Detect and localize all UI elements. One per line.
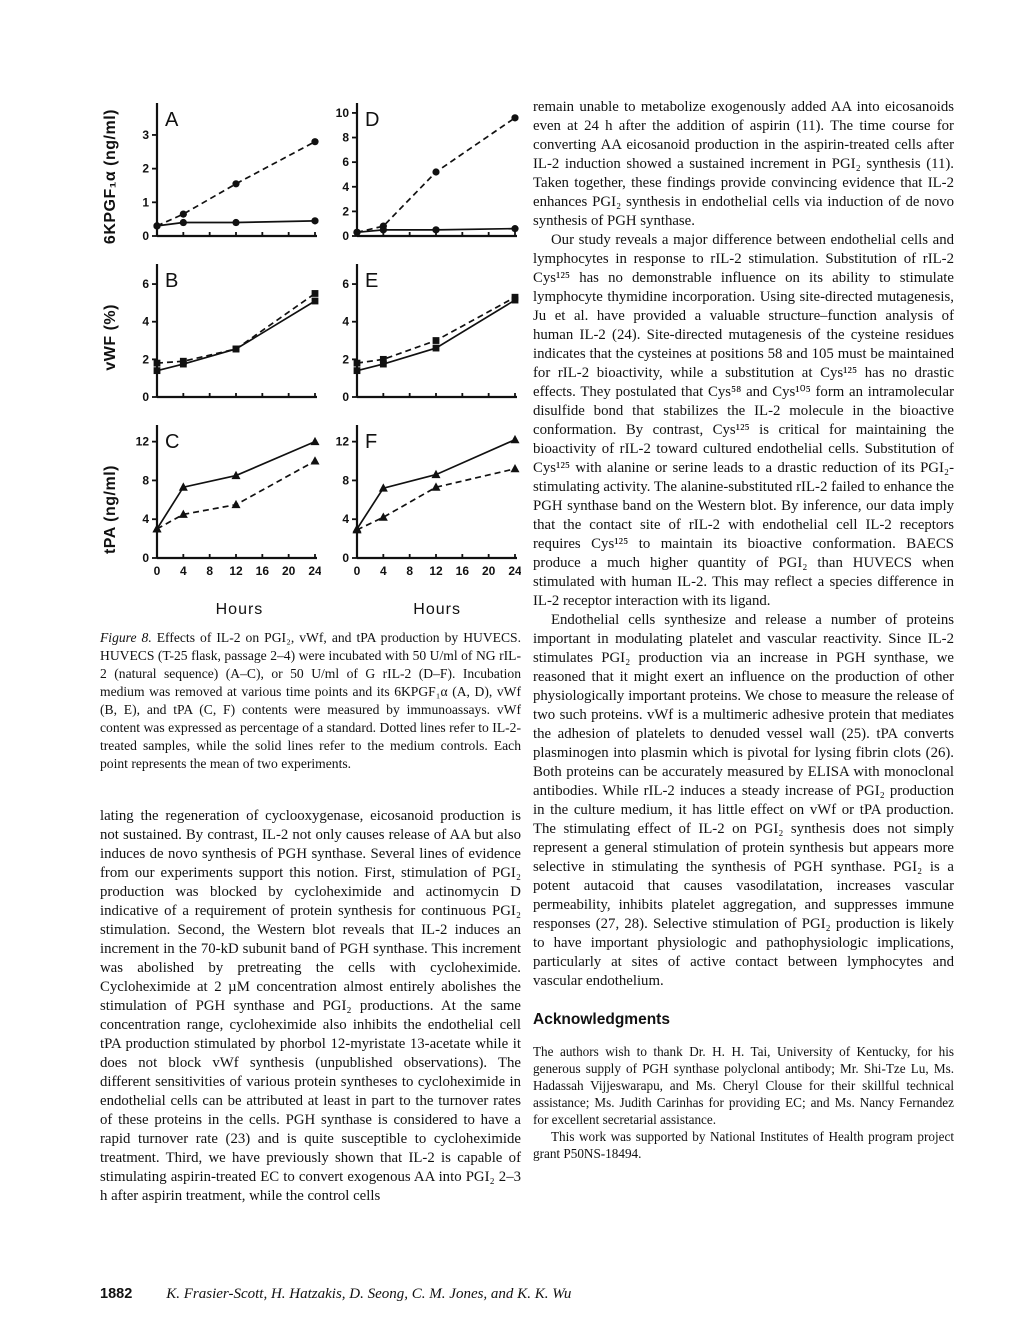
svg-text:4: 4 — [142, 512, 149, 527]
svg-text:1: 1 — [142, 195, 149, 210]
svg-text:4: 4 — [379, 564, 387, 578]
y-axis-label-text: vWF (%) — [101, 304, 119, 371]
x-axis-title-right: Hours — [413, 601, 461, 618]
acknowledgments-heading: Acknowledgments — [533, 1011, 670, 1028]
x-axis-titles — [100, 601, 521, 619]
page-footer — [100, 1286, 571, 1303]
chart-row-2 — [100, 259, 521, 416]
svg-text:20: 20 — [281, 564, 296, 578]
svg-text:4: 4 — [342, 314, 349, 329]
svg-text:4: 4 — [179, 564, 187, 578]
left-column — [100, 98, 521, 1206]
y-axis-label-6kpgf — [100, 98, 121, 255]
figure-8 — [100, 98, 521, 773]
svg-text:0: 0 — [142, 551, 149, 565]
panel-letter: E — [365, 270, 379, 292]
chart-row-3 — [100, 420, 521, 599]
svg-text:12: 12 — [135, 434, 149, 449]
svg-text:2: 2 — [142, 352, 149, 367]
panel-letter: C — [165, 431, 180, 453]
right-column — [533, 98, 954, 1162]
chart-panel-e — [321, 259, 521, 416]
svg-text:0: 0 — [153, 564, 161, 578]
svg-text:0: 0 — [142, 229, 149, 243]
svg-text:3: 3 — [142, 127, 149, 142]
svg-text:0: 0 — [342, 390, 349, 404]
svg-text:6: 6 — [342, 277, 349, 292]
svg-text:6: 6 — [342, 155, 349, 170]
svg-text:24: 24 — [508, 564, 521, 578]
svg-text:8: 8 — [342, 473, 349, 488]
svg-text:2: 2 — [342, 204, 349, 219]
svg-text:4: 4 — [342, 179, 349, 194]
svg-text:16: 16 — [455, 564, 470, 578]
running-authors: K. Frasier-Scott, H. Hatzakis, D. Seong, C. M. Jones, and K. K. Wu — [166, 1286, 572, 1302]
figure-caption-lead: Figure 8. — [100, 630, 152, 645]
svg-text:12: 12 — [335, 434, 349, 449]
chart-panel-a — [121, 98, 321, 255]
svg-text:8: 8 — [406, 564, 414, 578]
svg-text:0: 0 — [353, 564, 361, 578]
figure-caption — [100, 629, 521, 773]
svg-text:6: 6 — [142, 277, 149, 292]
y-axis-label-tpa — [100, 420, 121, 599]
panel-letter: F — [365, 431, 378, 453]
acknowledgments-paragraph-1: The authors wish to thank Dr. H. H. Tai, University of Kentucky, for his generous supply of PGH synthase polyclonal antibody; Mr. Shi-Tze Lu, Ms. Hadassah Vijjeswarapu, and Ms. Cheryl Clouse for their skillful technical assistance; Ms. Judith Carinhas for providing EC; and Ms. Nancy Fernandez for excellent secretarial assistance. — [533, 1044, 954, 1127]
svg-text:20: 20 — [481, 564, 496, 578]
svg-text:0: 0 — [342, 229, 349, 243]
right-paragraph-3: Endothelial cells synthesize and release a number of proteins important in modulating platelet and vascular reactivity. Since IL-2 stimulates PGI₂ production via an increase in PGH synthase, we reasoned that it might exert an influence on the production of other physiologically important proteins. We chose to measure the release of two such proteins. vWf is a multimeric adhesive protein that mediates the adhesion of platelets to denuded vessel wall (25). tPA converts plasminogen into plasmin which is pivotal for lysing fibrin clots (26). Both proteins can be accurately measured by ELISA with monoclonal antibodies. While rIL-2 induces a steady increase of PGI₂ production in the culture medium, it has little effect on vWf or tPA production. The stimulating effect of IL-2 on PGI₂ synthesis does not simply represent a general stimulation of protein synthesis but appears more selective in stimulating the synthesis of PGH synthase. PGI₂ is a potent autacoid that causes vasodilatation, increases vascular permeability, inhibits platelet aggregation, and suppresses immune responses (27, 28). Selective stimulation of PGI₂ production is likely to have important physiologic and pathophysiologic implications, particularly at sites of active contact between lymphocytes and vascular endothelium. — [533, 612, 954, 989]
y-axis-label-text: tPA (ng/ml) — [101, 464, 119, 555]
chart-row-1 — [100, 98, 521, 255]
svg-text:4: 4 — [342, 512, 349, 527]
x-axis-title-left: Hours — [215, 601, 264, 618]
svg-text:0: 0 — [142, 390, 149, 404]
chart-panel-f — [321, 420, 521, 599]
svg-text:24: 24 — [308, 564, 321, 578]
svg-text:16: 16 — [255, 564, 270, 578]
y-axis-label-vwf — [100, 259, 121, 416]
left-column-paragraph: lating the regeneration of cyclooxygenase, eicosanoid production is not sustained. By contrast, IL-2 not only causes release of AA but also induces de novo synthesis of PGH synthase. Several lines of evidence from our experiments support this notion. First, stimulation of PGI₂ production was blocked by cycloheximide and actinomycin D indicative of a requirement of protein synthesis for continuous PGI₂ stimulation. Second, the Western blot reveals that IL-2 induces an increment in the 70-kD subunit band of PGH synthase. This increment was abolished by pretreating the cells with cycloheximide. Cycloheximide at 2 µM concentration almost entirely abolishes the stimulation of PGH synthase and PGI₂ productions. At the same concentration range, cycloheximide also inhibits the endothelial cell tPA production stimulated by phorbol 12-myristate 13-acetate while it does not block vWf synthesis (unpublished observations). The different sensitivities of various protein syntheses to cycloheximide in endothelial cells can be attributed at least in part to the turnover rates of these proteins in the cells. PGH synthase is considered to have a rapid turnover rate (23) and is quite susceptible to cycloheximide treatment. Third, we have previously shown that IL-2 is capable of stimulating aspirin-treated EC to convert exogenous AA into PGI₂ 2–3 h after aspirin treatment, while the control cells — [100, 808, 521, 1204]
svg-text:12: 12 — [229, 564, 243, 578]
figure-caption-body: Effects of IL-2 on PGI₂, vWf, and tPA production by HUVECS. HUVECS (T-25 flask, passage 2–4) were incubated with 50 U/ml of NG rIL-2 (natural sequence) (A–C), or 50 U/ml of G rIL-2 (D–F). Incubation medium was removed at various time points and its 6KPGF₁α (A, D), vWf (B, E), and tPA (C, F) contents were measured by immunoassays. vWf content was expressed as percentage of a standard. Dotted lines refer to IL-2-treated samples, while the solid lines refer to the medium controls. Each point represents the mean of two experiments. — [100, 630, 521, 771]
svg-text:8: 8 — [142, 473, 149, 488]
svg-text:8: 8 — [342, 130, 349, 145]
chart-panel-c — [121, 420, 321, 599]
svg-text:0: 0 — [342, 551, 349, 565]
svg-text:10: 10 — [335, 105, 349, 120]
svg-text:8: 8 — [206, 564, 214, 578]
svg-text:4: 4 — [142, 314, 149, 329]
panel-letter: A — [165, 109, 179, 131]
y-axis-label-text: 6KPGF₁α (ng/ml) — [101, 108, 119, 245]
acknowledgments-paragraph-2: This work was supported by National Institutes of Health program project grant P50NS-18494. — [533, 1129, 954, 1161]
right-paragraph-2: Our study reveals a major difference between endothelial cells and lymphocytes in response to rIL-2 stimulation. Substitution of rIL-2 Cys¹²⁵ has no demonstrable influence on its ability to stimulate lymphocyte thymidine incorporation. Using site-directed mutagenesis, Ju et al. have provided a valuable structure–function analysis of human IL-2 (24). Site-directed mutagenesis of the cysteine residues indicates that the cysteines at positions 58 and 105 must be maintained for rIL-2 bioactivity, while a substitution at Cys¹²⁵ has no drastic effects. They postulated that Cys⁵⁸ and Cys¹⁰⁵ form an intramolecular disulfide bond that stabilizes the IL-2 molecule in the bioactive conformation. By contrast, Cys¹²⁵ is critical for maintaining the bioactivity of rIL-2 toward cultured endothelial cells. Substitution of Cys¹²⁵ with alanine or serine leads to a drastic reduction of its PGI₂-stimulating activity. The alanine-substituted rIL-2 failed to enhance the PGH synthase band on the Western blot. By inference, our data imply that the contact site of rIL-2 with endothelial cell IL-2 receptors requires Cys¹²⁵ to maintain its bioactive conformation. BAECS produce a much higher quantity of PGI₂ than HUVECS when stimulated with human IL-2. This may reflect a species difference in IL-2 receptor interaction with its ligand. — [533, 232, 954, 609]
svg-text:2: 2 — [142, 161, 149, 176]
right-paragraph-1: remain unable to metabolize exogenously added AA into eicosanoids even at 24 h after the addition of aspirin (11). The time course for converting AA eicosanoid production in the aspirin-treated cells after IL-2 induction showed a sustained increment in PGI₂ synthesis (11). Taken together, these findings provide convincing evidence that IL-2 enhances PGI₂ synthesis in endothelial cells via induction of de novo synthesis of PGH synthase. — [533, 99, 954, 229]
svg-text:2: 2 — [342, 352, 349, 367]
page-number: 1882 — [100, 1286, 133, 1302]
panel-letter: D — [365, 109, 380, 131]
chart-panel-d — [321, 98, 521, 255]
panel-letter: B — [165, 270, 179, 292]
chart-panel-b — [121, 259, 321, 416]
svg-text:12: 12 — [429, 564, 443, 578]
